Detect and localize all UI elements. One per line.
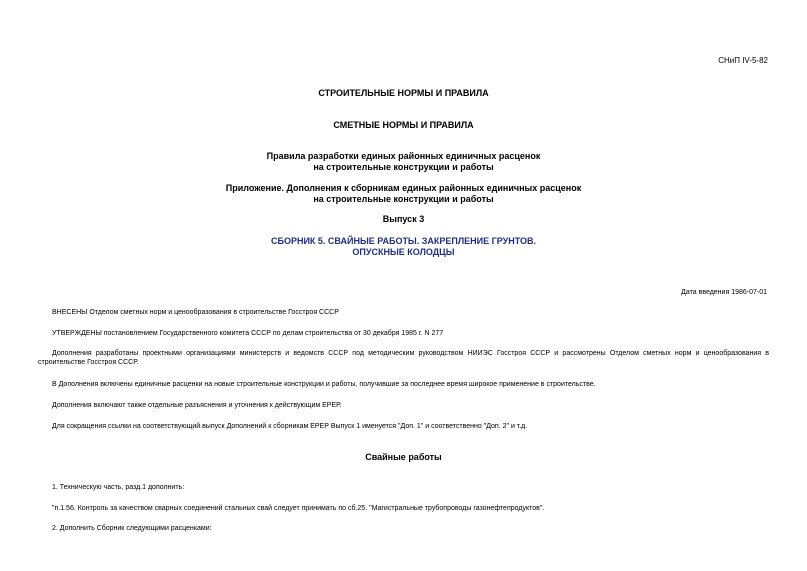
subtitle-text: СМЕТНЫЕ НОРМЫ И ПРАВИЛА xyxy=(333,120,474,130)
issue-title xyxy=(0,214,807,225)
paragraph-approved: УТВЕРЖДЕНЫ постановлением Государственного комитета СССР по делам строительства от 30 декабря 1985 г. N 277 xyxy=(52,330,444,337)
paragraph-introduced: ВНЕСЕНЫ Отделом сметных норм и ценообразования в строительстве Госстроя СССР xyxy=(52,309,339,316)
paragraph-abbreviation: Для сокращения ссылки на соответствующий выпуск Дополнений к сборникам ЕРЕР Выпуск 1 именуется "Доп. 1" и соответственно "Доп. 2" и т.д. xyxy=(52,423,528,430)
paragraph-included: В Дополнения включены единичные расценки на новые строительные конструкции и работы, получившие за последнее время широкое применение в строительстве. xyxy=(52,381,596,388)
subtitle xyxy=(0,120,807,131)
appendix-title-line1: Приложение. Дополнения к сборникам единых районных единичных расценок xyxy=(225,183,582,193)
paragraph-developed: Дополнения разработаны проектными организациями министерств и ведомств СССР под методическим руководством НИИЭС Госстроя СССР и рассмотрены Отделом сметных норм и ценообразования в строительстве Госстроя СССР. xyxy=(38,350,769,366)
section-item-2: 2. Дополнить Сборник следующими расценками: xyxy=(52,525,212,532)
rules-title-line1: Правила разработки единых районных единичных расценок xyxy=(266,151,541,161)
appendix-title-line2: на строительные конструкции и работы xyxy=(313,194,494,204)
document-code: СНиП IV-5-82 xyxy=(718,56,768,65)
paragraph-clarifications: Дополнения включают также отдельные разъяснения и уточнения к действующим ЕРЕР. xyxy=(52,402,342,409)
section-item-1-quote: "п.1.56. Контроль за качеством сварных соединений стальных свай следует принимать по сб.25. "Магистральные трубопроводы газонефтепродуктов". xyxy=(52,505,545,512)
issue-title-text: Выпуск 3 xyxy=(382,214,425,224)
rules-title xyxy=(0,151,807,173)
collection-title xyxy=(0,236,807,258)
section-item-1: 1. Техническую часть, разд.1 дополнить: xyxy=(52,484,185,491)
effective-date: Дата введения 1986-07-01 xyxy=(681,289,767,296)
collection-title-line2: ОПУСКНЫЕ КОЛОДЦЫ xyxy=(352,247,455,257)
collection-title-line1: СБОРНИК 5. СВАЙНЫЕ РАБОТЫ. ЗАКРЕПЛЕНИЕ ГРУНТОВ. xyxy=(270,236,537,246)
main-title xyxy=(0,88,807,99)
appendix-title xyxy=(0,183,807,205)
rules-title-line2: на строительные конструкции и работы xyxy=(313,162,494,172)
section-heading: Свайные работы xyxy=(365,452,442,462)
main-title-text: СТРОИТЕЛЬНЫЕ НОРМЫ И ПРАВИЛА xyxy=(318,88,489,98)
